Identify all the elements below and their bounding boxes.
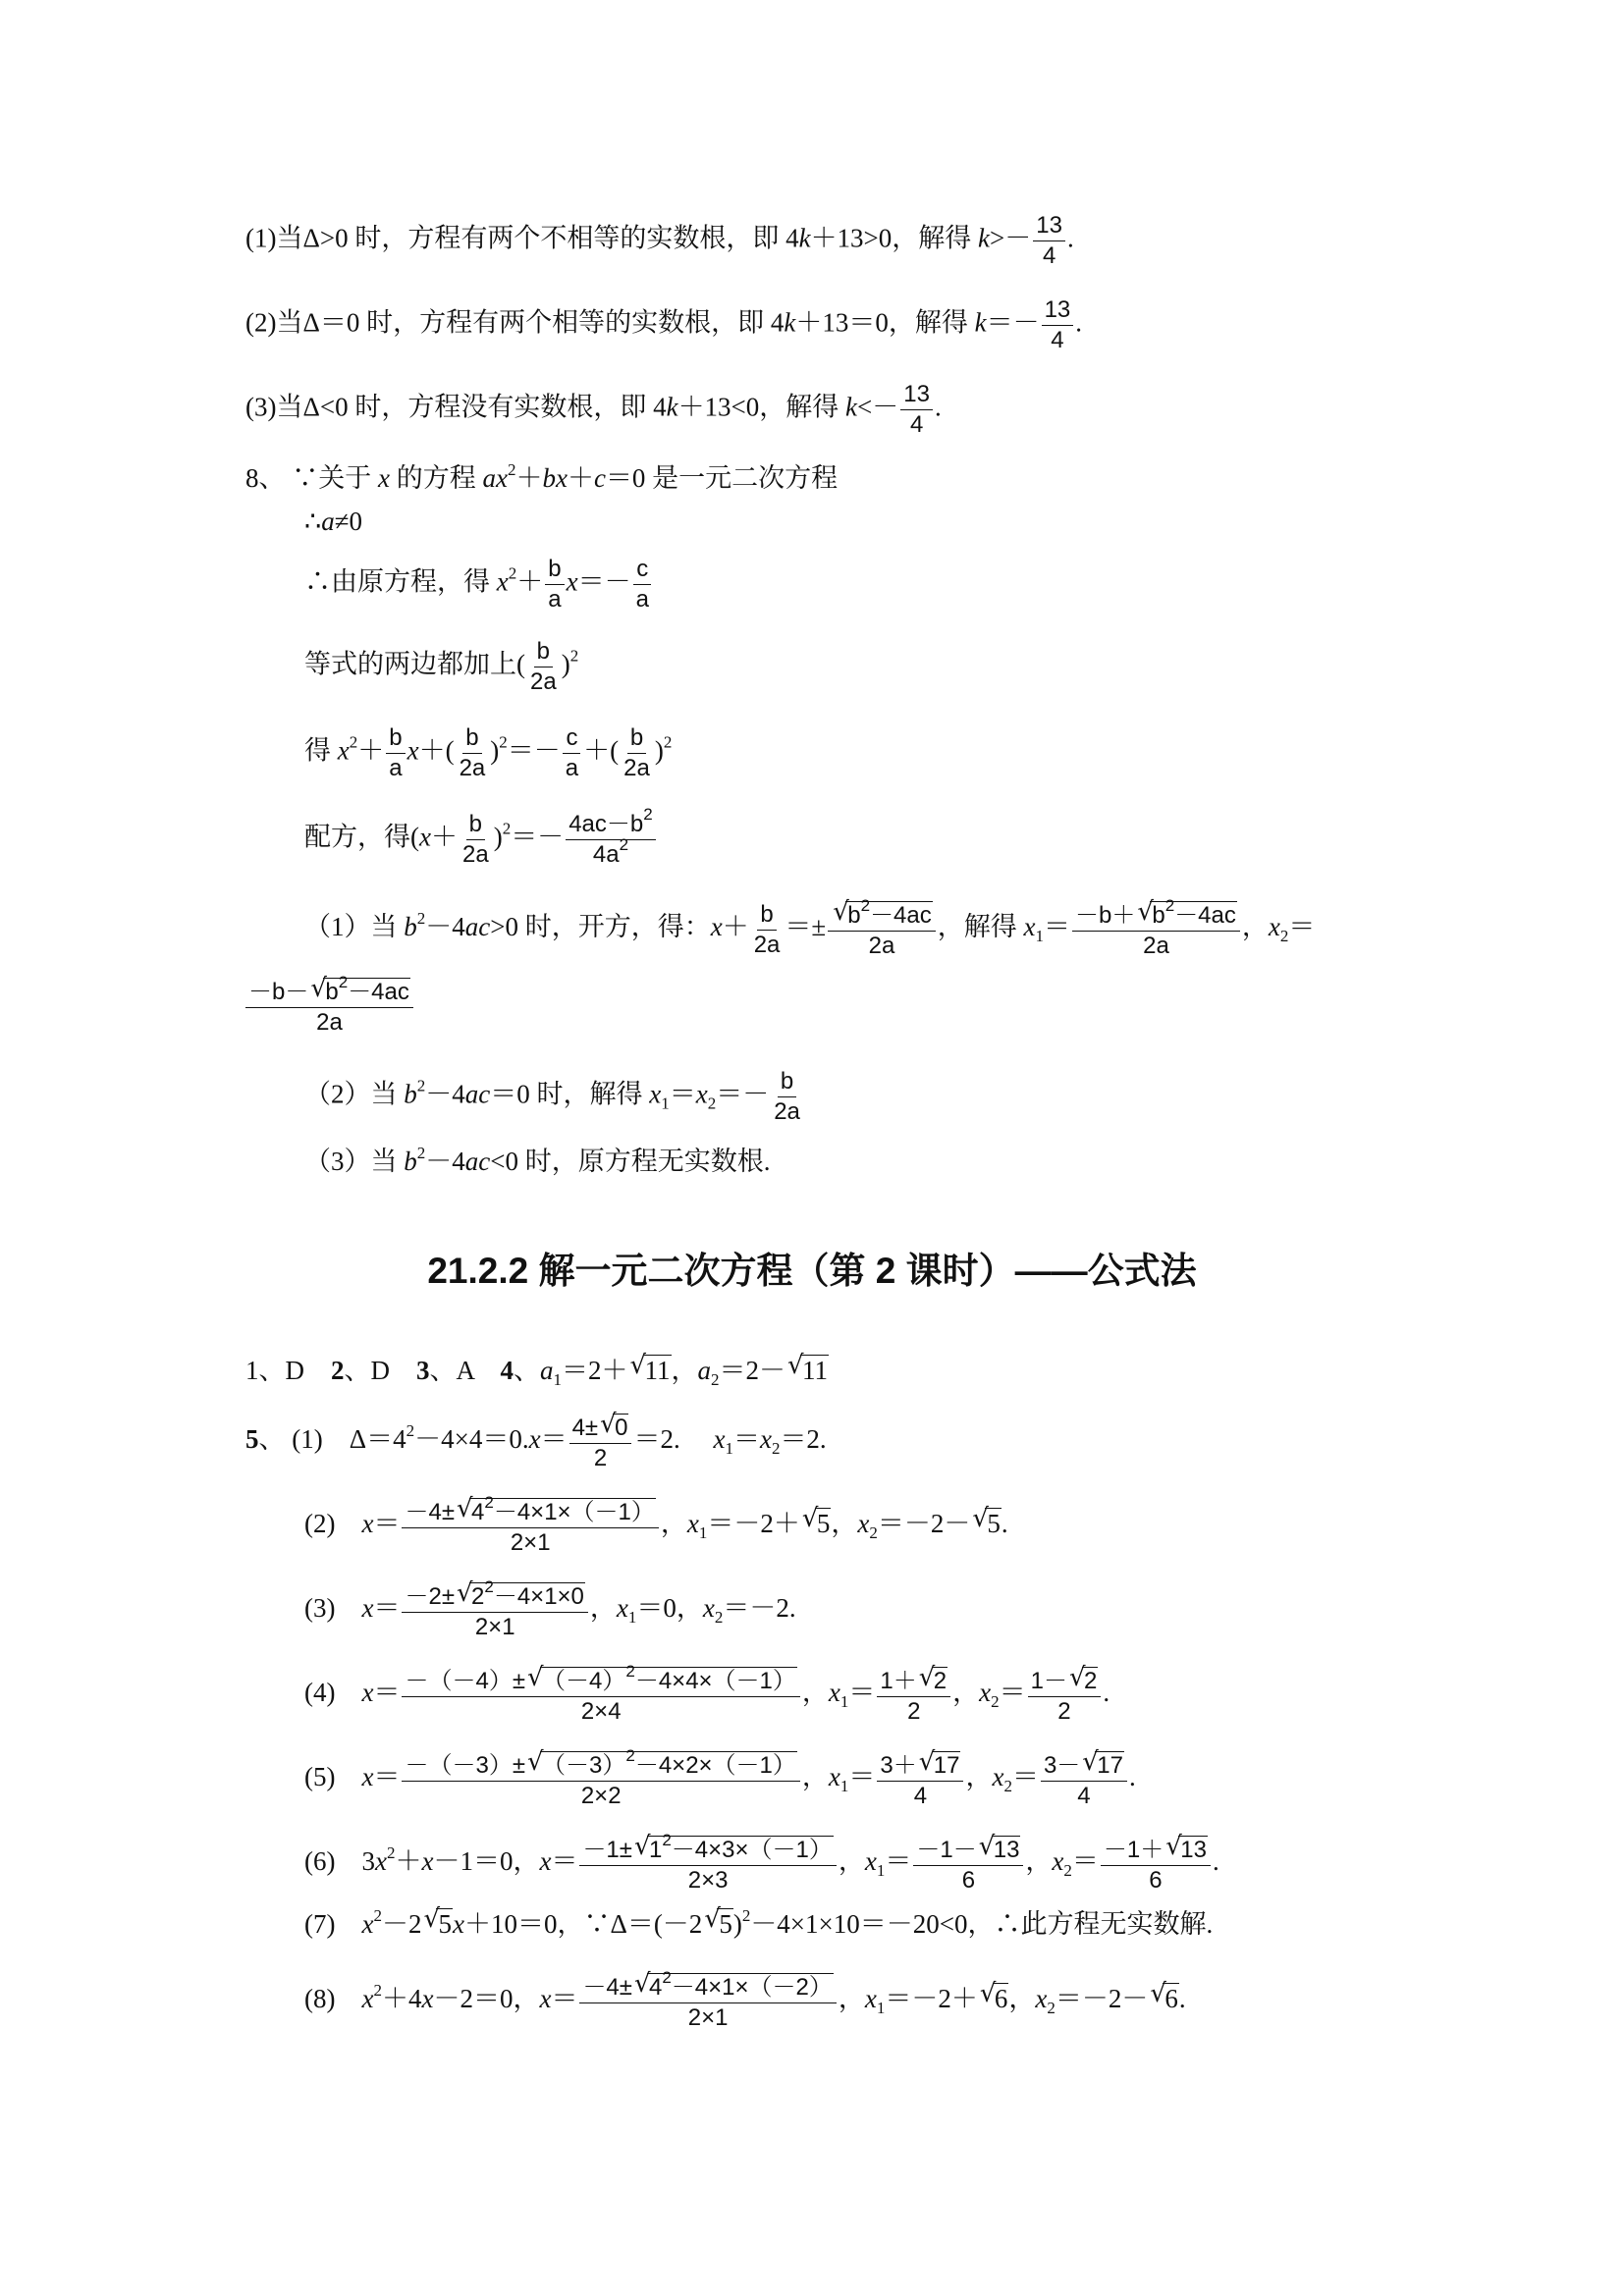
q8-case1-x2: $\frac{-b-√ b^2-4ac}{2a}$ (245, 978, 413, 1035)
q5-5: (5) x＝ $\frac{-(-3)\pm√ (-3)^2-4\times 2\times(-1)}{2\times 2}$ ，$x_1=$ $\frac{3+√ 17}{4}$ ，$x_2=$ $\frac{3-√ 17}{4}$ . (304, 1751, 1136, 1808)
q8-case2: （2）当 $b^2-4ac=0$ 时，解得 $x_1=x_2=-$ $\frac{b}{2a}$ (304, 1068, 800, 1125)
q8-case1: （1）当 $b^2-4ac>0$ 时，开方，得：x＋ $\frac{b}{2a}$ ＝± √ $\frac{b^2-4ac}{2a}$ ，解得 $x_1=$ $\frac{-b+√ b^2-4ac}{2a}$ ，$x_2=$ (304, 901, 1315, 958)
section-title: 21.2.2 解一元二次方程（第 2 课时）——公式法 (427, 1251, 1197, 1291)
answers-1-4: 1、D 2、D 3、A 4、$a_1=2+√$ 11，$a_2=2-√$ 11 (245, 1355, 829, 1384)
q5-4: (4) x＝ $\frac{-(-4)\pm√ (-4)^2-4\times 4\times(-1)}{2\times 4}$ ，$x_1=$ $\frac{1+√ 2}{2}$ ，$x_2=$ $\frac{1-√ 2}{2}$ . (304, 1667, 1110, 1724)
q5-1: 5、 (1) $\Delta=4^2-4\times 4=0.x=$ $\frac{4\pm√ 0}{2}$ ＝2. $x_1=x_2=2$. (245, 1414, 827, 1470)
q5-6: (6) $3x^2+x-1=0$，x＝ $\frac{-1\pm√ 1^2-4\times 3\times(-1)}{2\times 3}$ ，$x_1=$ $\frac{-1-√ 13}{6}$ ，$x_2=$ $\frac{-1+√ 13}{6}$ . (304, 1836, 1219, 1893)
q8-case3: （3）当 $b^2-4ac<0$ 时，原方程无实数根. (304, 1144, 771, 1176)
line-case-positive: (1)当Δ>0 时，方程有两个不相等的实数根，即 4k＋13>0，解得 k>－ $\frac{13}{4}$ . (245, 212, 1074, 269)
q8-complete-square: 配方，得(x＋ $\frac{b}{2a}$ )$^2$＝－ $\frac{4ac-b^2}{4a^2}$ (304, 813, 658, 867)
line-case-zero: (2)当Δ＝0 时，方程有两个相等的实数根，即 4k＋13＝0，解得 k＝－ $\frac{13}{4}$ . (245, 296, 1083, 353)
line-case-negative: (3)当Δ<0 时，方程没有实数根，即 4k＋13<0，解得 k<－ $\frac{13}{4}$ . (245, 381, 942, 438)
q8-intro: 8、 ∵关于 x 的方程 $ax^2+bx+c=0$ 是一元二次方程 (245, 460, 839, 493)
q5-7: (7) $x^2-2√$ 5x＋10＝0，∵Δ＝(－2√ 5)$^2$－4×1×10＝－20<0，∴此方程无实数解. (304, 1908, 1213, 1938)
q8-from-original: ∴由原方程，得 $x^2+$ $\frac{b}{a}$ x＝－ $\frac{c}{a}$ (304, 558, 654, 612)
q8-a-nonzero: ∴a≠0 (304, 507, 363, 536)
q8-get: 得 $x^2+$ $\frac{b}{a}$ x＋( $\frac{b}{2a}$ )$^2$＝－ $\frac{c}{a}$ ＋( $\frac{b}{2a}$ )$^2$ (304, 724, 673, 781)
q5-3: (3) x＝ $\frac{-2\pm√ 2^2-4\times 1\times 0}{2\times 1}$ ，$x_1=0$，$x_2=-2$. (304, 1582, 796, 1639)
q5-8: (8) $x^2+4x-2=0$，x＝ $\frac{-4\pm√ 4^2-4\times 1\times(-2)}{2\times 1}$ ，$x_1=-2+√$ 6，$x_2=-2-√$ 6. (304, 1973, 1186, 2030)
q8-add-both-sides: 等式的两边都加上( $\frac{b}{2a}$ )$^2$ (304, 638, 579, 695)
q5-2: (2) x＝ $\frac{-4\pm√ 4^2-4\times 1\times(-1)}{2\times 1}$ ，$x_1=-2+√$ 5，$x_2=-2-√$ 5. (304, 1498, 1008, 1555)
